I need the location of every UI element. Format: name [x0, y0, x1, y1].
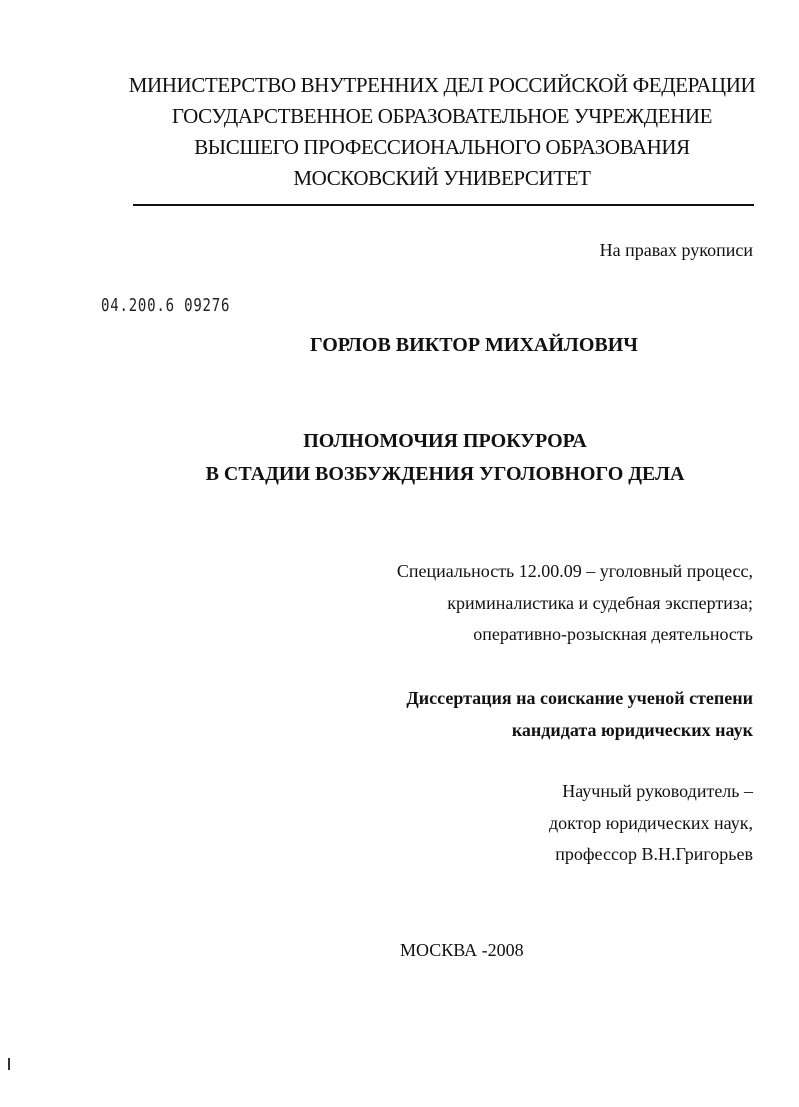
- title-line-1: ПОЛНОМОЧИЯ ПРОКУРОРА: [303, 430, 587, 452]
- scan-margin-mark: [8, 1058, 10, 1070]
- dissertation-title: [160, 425, 730, 491]
- library-stamp-code: 04.200.6 09276: [101, 295, 231, 316]
- manuscript-note: На правах рукописи: [599, 240, 753, 260]
- scientific-advisor: [549, 776, 753, 871]
- specialty-block: [397, 556, 753, 651]
- header-line-university: МОСКОВСКИЙ УНИВЕРСИТЕТ: [293, 166, 591, 190]
- degree-statement: [406, 683, 753, 746]
- header-line-ministry: МИНИСТЕРСТВО ВНУТРЕННИХ ДЕЛ РОССИЙСКОЙ ФЕДЕРАЦИИ: [128, 73, 756, 97]
- specialty-line-1: Специальность 12.00.09 – уголовный процесс,: [396, 561, 753, 581]
- advisor-line-2: доктор юридических наук,: [549, 812, 753, 833]
- advisor-line-3: профессор В.Н.Григорьев: [555, 844, 753, 864]
- header-line-institution-type: ГОСУДАРСТВЕННОЕ ОБРАЗОВАТЕЛЬНОЕ УЧРЕЖДЕНИЕ: [171, 104, 713, 128]
- specialty-line-2: криминалистика и судебная экспертиза;: [447, 592, 753, 613]
- header-line-education-level: ВЫСШЕГО ПРОФЕССИОНАЛЬНОГО ОБРАЗОВАНИЯ: [194, 135, 690, 159]
- specialty-line-3: оперативно-розыскная деятельность: [473, 624, 753, 644]
- institution-header: [100, 70, 784, 194]
- title-line-2: В СТАДИИ ВОЗБУЖДЕНИЯ УГОЛОВНОГО ДЕЛА: [205, 463, 685, 485]
- author-name: ГОРЛОВ ВИКТОР МИХАЙЛОВИЧ: [310, 334, 638, 356]
- advisor-line-1: Научный руководитель –: [562, 781, 753, 801]
- degree-line-1: Диссертация на соискание ученой степени: [406, 688, 753, 708]
- city-year: МОСКВА -2008: [400, 940, 524, 960]
- degree-line-2: кандидата юридических наук: [511, 719, 753, 740]
- header-divider: [133, 204, 754, 206]
